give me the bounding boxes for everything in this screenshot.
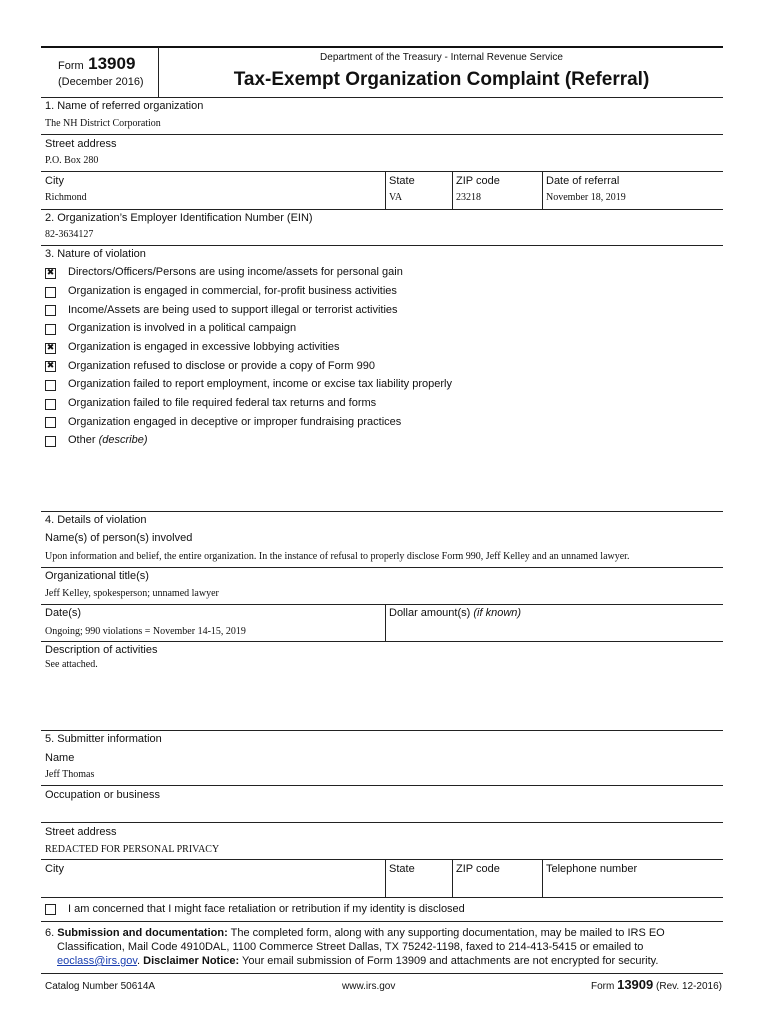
header-divider bbox=[158, 47, 159, 97]
street-address-value[interactable]: P.O. Box 280 bbox=[45, 155, 99, 166]
violation-checkbox[interactable] bbox=[45, 417, 56, 428]
rule bbox=[41, 897, 723, 898]
rule bbox=[41, 134, 723, 135]
dollar-amount-label bbox=[389, 607, 521, 620]
ein-value[interactable]: 82-3634127 bbox=[45, 229, 94, 240]
city-label: City bbox=[45, 175, 64, 187]
street-address-label: Street address bbox=[45, 138, 117, 150]
violation-option-label: Organization engaged in deceptive or improper fundraising practices bbox=[68, 416, 402, 428]
violation-checkbox[interactable] bbox=[45, 324, 56, 335]
cell-divider bbox=[385, 604, 386, 641]
top-rule bbox=[41, 46, 723, 48]
org-titles-label: Organizational title(s) bbox=[45, 570, 149, 582]
org-titles-value[interactable]: Jeff Kelley, spokesperson; unnamed lawyer bbox=[45, 588, 219, 599]
violation-option-label: Organization is engaged in commercial, for-profit business activities bbox=[68, 285, 397, 297]
rule bbox=[41, 171, 723, 172]
website-link[interactable]: www.irs.gov bbox=[342, 981, 396, 992]
footer-form-number: 13909 bbox=[617, 977, 654, 992]
violation-option-label: Organization is involved in a political campaign bbox=[68, 322, 297, 334]
submission-notice bbox=[45, 926, 725, 968]
state-label: State bbox=[389, 175, 415, 187]
cell-divider bbox=[385, 859, 386, 897]
other-describe-hint: (describe) bbox=[98, 434, 148, 446]
footer-rule bbox=[41, 973, 723, 974]
submitter-street-label: Street address bbox=[45, 826, 117, 838]
referral-date-value[interactable]: November 18, 2019 bbox=[546, 192, 626, 203]
cell-divider bbox=[542, 171, 543, 209]
form-id bbox=[58, 54, 135, 74]
retaliation-label: I am concerned that I might face retaliation or retribution if my identity is disclosed bbox=[68, 903, 465, 915]
dates-value[interactable]: Ongoing; 990 violations = November 14-15, 2019 bbox=[45, 626, 246, 637]
violation-checkbox[interactable]: ✖ bbox=[46, 268, 55, 278]
violation-option-label: Organization refused to disclose or provide a copy of Form 990 bbox=[68, 360, 375, 372]
activities-value[interactable]: See attached. bbox=[45, 659, 98, 670]
submission-body-1: The completed form, along with any supporting documentation, may be mailed to IRS EO bbox=[230, 927, 665, 939]
rule bbox=[41, 641, 723, 642]
disclaimer-body: Your email submission of Form 13909 and attachments are not encrypted for security. bbox=[242, 955, 659, 967]
other-option-label bbox=[68, 434, 147, 447]
violation-option-label: Directors/Officers/Persons are using income/assets for personal gain bbox=[68, 266, 403, 278]
rule bbox=[41, 209, 723, 210]
email-link[interactable]: eoclass@irs.gov bbox=[57, 955, 138, 967]
violation-checkbox[interactable] bbox=[45, 305, 56, 316]
catalog-number: Catalog Number 50614A bbox=[45, 981, 156, 992]
rule bbox=[41, 859, 723, 860]
retaliation-checkbox[interactable] bbox=[45, 904, 56, 915]
violation-option-label: Organization is engaged in excessive lobbying activities bbox=[68, 341, 340, 353]
footer-rev: (Rev. 12-2016) bbox=[656, 981, 722, 992]
agency-name: Department of the Treasury - Internal Revenue Service bbox=[320, 52, 563, 63]
disclaimer-heading: Disclaimer Notice: bbox=[143, 955, 240, 967]
violation-option-label: Income/Assets are being used to support illegal or terrorist activities bbox=[68, 304, 398, 316]
persons-involved-value[interactable]: Upon information and belief, the entire organization. In the instance of refusal to properly disclose Form 990, Jeff Kelley and an unnamed lawyer. bbox=[45, 551, 630, 562]
submission-heading: Submission and documentation: bbox=[57, 927, 228, 939]
rule bbox=[41, 511, 723, 512]
violation-details-label: 4. Details of violation bbox=[45, 514, 147, 526]
dollar-amount-text: Dollar amount(s) bbox=[389, 607, 471, 619]
violation-checkbox[interactable] bbox=[45, 287, 56, 298]
submitter-info-label: 5. Submitter information bbox=[45, 733, 162, 745]
form-date: (December 2016) bbox=[58, 76, 144, 88]
footer-form-id bbox=[591, 977, 722, 992]
footer-form-word: Form bbox=[590, 981, 615, 992]
submission-line-1 bbox=[45, 926, 725, 940]
submitter-name-value[interactable]: Jeff Thomas bbox=[45, 769, 95, 780]
submitter-name-label: Name bbox=[45, 752, 75, 764]
rule bbox=[41, 785, 723, 786]
email-period: . bbox=[137, 955, 141, 967]
form-word: Form bbox=[58, 60, 84, 72]
occupation-label: Occupation or business bbox=[45, 789, 160, 801]
state-value[interactable]: VA bbox=[389, 192, 403, 203]
telephone-label: Telephone number bbox=[546, 863, 638, 875]
violation-checkbox[interactable] bbox=[45, 380, 56, 391]
submitter-street-value[interactable]: REDACTED FOR PERSONAL PRIVACY bbox=[45, 844, 220, 855]
form-number: 13909 bbox=[88, 54, 136, 73]
cell-divider bbox=[452, 859, 453, 897]
violation-nature-label: 3. Nature of violation bbox=[45, 248, 146, 260]
submission-line-2: Classification, Mail Code 4910DAL, 1100 Commerce Street Dallas, TX 75242-1198, faxed to 214-413-5415 or emailed to bbox=[57, 941, 644, 953]
header-bottom-rule bbox=[41, 97, 723, 98]
org-name-label: 1. Name of referred organization bbox=[45, 100, 204, 112]
submitter-city-label: City bbox=[45, 863, 64, 875]
persons-involved-label: Name(s) of person(s) involved bbox=[45, 532, 193, 544]
rule bbox=[41, 921, 723, 922]
submission-line-3 bbox=[45, 954, 725, 968]
rule bbox=[41, 822, 723, 823]
violation-option-label: Organization failed to report employment, income or excise tax liability properly bbox=[68, 378, 452, 390]
rule bbox=[41, 567, 723, 568]
zip-label: ZIP code bbox=[456, 175, 500, 187]
other-label: Other bbox=[68, 434, 96, 446]
violation-option-label: Organization failed to file required federal tax returns and forms bbox=[68, 397, 377, 409]
rule bbox=[41, 245, 723, 246]
cell-divider bbox=[452, 171, 453, 209]
cell-divider bbox=[542, 859, 543, 897]
dollar-amount-hint: (if known) bbox=[473, 607, 522, 619]
activities-label: Description of activities bbox=[45, 644, 158, 656]
referral-date-label: Date of referral bbox=[546, 175, 620, 187]
zip-value[interactable]: 23218 bbox=[456, 192, 481, 203]
violation-checkbox[interactable]: ✖ bbox=[46, 343, 55, 353]
city-value[interactable]: Richmond bbox=[45, 192, 87, 203]
other-checkbox[interactable] bbox=[45, 436, 56, 447]
section6-number: 6. bbox=[45, 927, 55, 939]
cell-divider bbox=[385, 171, 386, 209]
rule bbox=[41, 604, 723, 605]
submitter-zip-label: ZIP code bbox=[456, 863, 500, 875]
submitter-state-label: State bbox=[389, 863, 415, 875]
dates-label: Date(s) bbox=[45, 607, 82, 619]
page-title: Tax-Exempt Organization Complaint (Referral) bbox=[233, 69, 650, 90]
ein-label: 2. Organization’s Employer Identification Number (EIN) bbox=[45, 212, 313, 224]
violation-checkbox[interactable]: ✖ bbox=[46, 361, 55, 371]
rule bbox=[41, 730, 723, 731]
violation-checkbox[interactable] bbox=[45, 399, 56, 410]
org-name-value[interactable]: The NH District Corporation bbox=[45, 118, 161, 129]
